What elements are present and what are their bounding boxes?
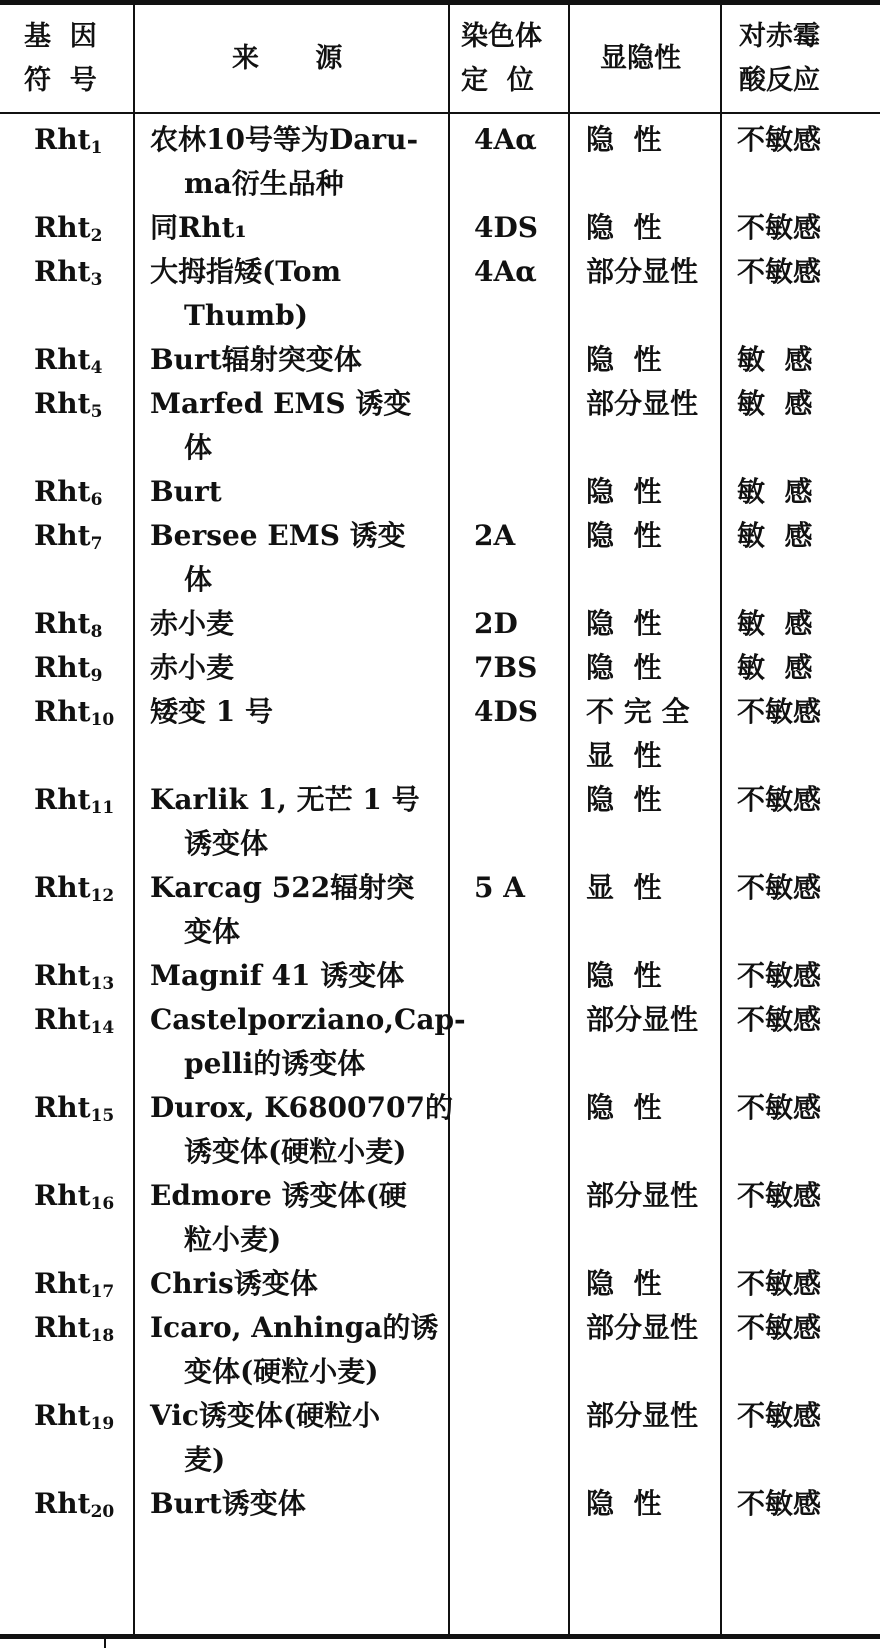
table-row: [0, 206, 880, 250]
source-line: Edmore 诱变体(硬: [150, 1179, 407, 1212]
dominance-line: 部分显性: [586, 1399, 699, 1432]
ga-response: 敏 感: [737, 607, 813, 640]
source-line: 矮变 1 号: [150, 695, 273, 728]
source-line: Magnif 41 诱变体: [150, 959, 405, 992]
gene-subscript: 7: [90, 534, 103, 554]
source-line: 粒小麦): [184, 1223, 282, 1256]
dominance-line: 不 完 全: [586, 695, 690, 728]
source-line: 大拇指矮(Tom: [150, 255, 342, 288]
source-cell: [150, 1306, 439, 1394]
gene-subscript: 16: [90, 1194, 115, 1214]
table-header-rule: [0, 112, 880, 114]
gene-base: Rht: [34, 519, 91, 552]
source-line: Burt辐射突变体: [150, 343, 362, 376]
header-gene-line: 符 号: [24, 64, 97, 96]
table-row: [0, 998, 880, 1086]
gene-subscript: 12: [90, 886, 115, 906]
ga-response: 不敏感: [737, 211, 822, 244]
source-line: 变体: [184, 915, 241, 948]
dominance-line: 隐 性: [586, 1487, 662, 1520]
gene-base: Rht: [34, 651, 91, 684]
header-dominance-line: 显隐性: [600, 42, 681, 74]
source-cell: [150, 778, 435, 866]
ga-response: 不敏感: [737, 1399, 822, 1432]
header-chrom-line: 染色体: [461, 20, 542, 52]
table-row: [0, 1086, 880, 1174]
dominance-line: 部分显性: [586, 255, 699, 288]
source-line: 同Rht₁: [150, 211, 247, 244]
gene-symbol: [34, 690, 114, 742]
source-line: Thumb): [184, 299, 309, 332]
header-dominance: [600, 5, 700, 112]
source-line: Karlik 1, 无芒 1 号: [150, 783, 420, 816]
dominance-line: 隐 性: [586, 123, 662, 156]
source-cell: [150, 118, 435, 206]
header-gene: [24, 5, 124, 112]
header-ga-line: 酸反应: [739, 64, 820, 96]
chromosome-location: 4DS: [474, 695, 538, 728]
table-row: [0, 338, 880, 382]
source-cell: [150, 514, 435, 602]
dominance-cell: [586, 250, 708, 294]
chromosome-location: 4Aα: [474, 255, 537, 288]
source-line: Durox, K6800707的: [150, 1091, 453, 1124]
dominance-cell: [586, 778, 708, 822]
gene-subscript: 9: [90, 666, 103, 686]
ga-response: 敏 感: [737, 651, 813, 684]
gene-base: Rht: [34, 387, 91, 420]
gene-base: Rht: [34, 475, 91, 508]
dominance-cell: [586, 954, 708, 998]
gene-base: Rht: [34, 1267, 91, 1300]
source-line: Karcag 522辐射突: [150, 871, 415, 904]
table-row: [0, 1306, 880, 1394]
gene-subscript: 14: [90, 1018, 115, 1038]
dominance-cell: [586, 514, 708, 558]
gene-symbol: [34, 998, 114, 1050]
table-body: [0, 118, 880, 1526]
gene-symbol: [34, 118, 102, 170]
dominance-line: 隐 性: [586, 1267, 662, 1300]
gene-subscript: 10: [90, 710, 115, 730]
source-cell: [150, 954, 435, 998]
dominance-cell: [586, 206, 708, 250]
source-line: 赤小麦: [150, 651, 235, 684]
gene-subscript: 8: [90, 622, 103, 642]
dominance-cell: [586, 118, 708, 162]
source-line: 诱变体(硬粒小麦): [184, 1135, 407, 1168]
table-row: [0, 382, 880, 470]
source-cell: [150, 338, 435, 382]
source-cell: [150, 1394, 435, 1482]
source-cell: [150, 1086, 453, 1174]
dominance-line: 隐 性: [586, 519, 662, 552]
header-chrom-line: 定 位: [461, 64, 534, 96]
gene-base: Rht: [34, 959, 91, 992]
header-ga: [739, 5, 839, 112]
gene-base: Rht: [34, 607, 91, 640]
header-ga-line: 对赤霉: [739, 20, 820, 52]
gene-base: Rht: [34, 1487, 91, 1520]
ga-response: 不敏感: [737, 695, 822, 728]
table-row: [0, 1262, 880, 1306]
dominance-line: 隐 性: [586, 1091, 662, 1124]
table-row: [0, 866, 880, 954]
gene-base: Rht: [34, 1091, 91, 1124]
ga-response: 不敏感: [737, 871, 822, 904]
gene-symbol: [34, 1394, 114, 1446]
source-cell: [150, 1174, 435, 1262]
gene-base: Rht: [34, 255, 91, 288]
table-row: [0, 1394, 880, 1482]
chromosome-location: 5 A: [474, 871, 525, 904]
table-row: [0, 602, 880, 646]
chromosome-location: 7BS: [474, 651, 538, 684]
table-row: [0, 514, 880, 602]
dominance-line: 部分显性: [586, 1311, 699, 1344]
gene-base: Rht: [34, 1311, 91, 1344]
gene-base: Rht: [34, 1399, 91, 1432]
gene-subscript: 2: [90, 226, 103, 246]
table-row: [0, 1174, 880, 1262]
source-cell: [150, 998, 466, 1086]
table-row: [0, 118, 880, 206]
header-gene-line: 基 因: [24, 20, 97, 52]
source-cell: [150, 690, 435, 734]
source-line: Burt: [150, 475, 222, 508]
dominance-cell: [586, 1306, 708, 1350]
dominance-cell: [586, 1174, 708, 1218]
gene-base: Rht: [34, 783, 91, 816]
gene-base: Rht: [34, 1179, 91, 1212]
gene-base: Rht: [34, 871, 91, 904]
gene-subscript: 19: [90, 1414, 115, 1434]
dominance-cell: [586, 602, 708, 646]
gene-symbol: [34, 250, 102, 302]
dominance-line: 隐 性: [586, 651, 662, 684]
source-cell: [150, 1482, 435, 1526]
gene-subscript: 5: [90, 402, 103, 422]
gene-symbol: [34, 866, 114, 918]
dominance-cell: [586, 998, 708, 1042]
dominance-line: 隐 性: [586, 211, 662, 244]
source-line: 体: [184, 431, 213, 464]
source-cell: [150, 1262, 435, 1306]
gene-subscript: 18: [90, 1326, 115, 1346]
ga-response: 不敏感: [737, 123, 822, 156]
source-line: 诱变体: [184, 827, 269, 860]
source-cell: [150, 382, 435, 470]
table-row: [0, 470, 880, 514]
ga-response: 不敏感: [737, 1267, 822, 1300]
dominance-line: 隐 性: [586, 607, 662, 640]
dominance-cell: [586, 1394, 708, 1438]
chromosome-location: 2D: [474, 607, 518, 640]
source-cell: [150, 646, 435, 690]
ga-response: 不敏感: [737, 1311, 822, 1344]
table-row: [0, 1482, 880, 1526]
gene-symbol: [34, 1306, 114, 1358]
dominance-line: 显 性: [586, 739, 662, 772]
table-bottom-rule: [0, 1634, 880, 1639]
gene-symbol: [34, 382, 102, 434]
source-cell: [150, 250, 435, 338]
ga-response: 敏 感: [737, 387, 813, 420]
header-source-line: 来 源: [232, 42, 343, 74]
dominance-line: 隐 性: [586, 959, 662, 992]
dominance-cell: [586, 470, 708, 514]
gene-subscript: 3: [90, 270, 103, 290]
ga-response: 不敏感: [737, 1091, 822, 1124]
chromosome-location: 4Aα: [474, 123, 537, 156]
source-cell: [150, 866, 435, 954]
dominance-line: 部分显性: [586, 387, 699, 420]
gene-subscript: 17: [90, 1282, 115, 1302]
source-line: 农林10号等为Daru-: [150, 123, 419, 156]
dominance-line: 隐 性: [586, 475, 662, 508]
dominance-cell: [586, 690, 708, 778]
chromosome-location: 4DS: [474, 211, 538, 244]
source-cell: [150, 470, 435, 514]
dominance-cell: [586, 338, 708, 382]
gene-subscript: 20: [90, 1502, 115, 1522]
gene-symbol: [34, 1086, 114, 1138]
table-row: [0, 778, 880, 866]
source-line: 体: [184, 563, 213, 596]
gene-symbol: [34, 514, 102, 566]
table-row: [0, 954, 880, 998]
ga-response: 不敏感: [737, 959, 822, 992]
header-source: [232, 5, 382, 112]
source-cell: [150, 602, 435, 646]
dominance-line: 隐 性: [586, 343, 662, 376]
ga-response: 敏 感: [737, 519, 813, 552]
gene-subscript: 6: [90, 490, 103, 510]
source-line: Marfed EMS 诱变: [150, 387, 412, 420]
dominance-cell: [586, 866, 708, 910]
ga-response: 不敏感: [737, 1003, 822, 1036]
source-line: 麦): [184, 1443, 226, 1476]
gene-base: Rht: [34, 1003, 91, 1036]
ga-response: 不敏感: [737, 783, 822, 816]
gene-subscript: 11: [90, 798, 115, 818]
source-line: 变体(硬粒小麦): [184, 1355, 379, 1388]
dominance-line: 部分显性: [586, 1179, 699, 1212]
gene-symbol: [34, 1174, 114, 1226]
gene-subscript: 1: [90, 138, 103, 158]
header-chrom: [461, 5, 561, 112]
gene-base: Rht: [34, 695, 91, 728]
ga-response: 不敏感: [737, 1179, 822, 1212]
source-line: Burt诱变体: [150, 1487, 306, 1520]
gene-symbol: [34, 778, 114, 830]
dominance-line: 隐 性: [586, 783, 662, 816]
gene-subscript: 4: [90, 358, 103, 378]
table-row: [0, 250, 880, 338]
table-row: [0, 646, 880, 690]
gene-subscript: 15: [90, 1106, 115, 1126]
dominance-line: 显 性: [586, 871, 662, 904]
gene-base: Rht: [34, 343, 91, 376]
ga-response: 敏 感: [737, 475, 813, 508]
dominance-cell: [586, 646, 708, 690]
dominance-cell: [586, 1482, 708, 1526]
ga-response: 不敏感: [737, 1487, 822, 1520]
source-line: Icaro, Anhinga的诱: [150, 1311, 439, 1344]
source-line: Vic诱变体(硬粒小: [150, 1399, 381, 1432]
source-line: Chris诱变体: [150, 1267, 318, 1300]
table-row: [0, 690, 880, 778]
dominance-line: 部分显性: [586, 1003, 699, 1036]
source-line: ma衍生品种: [184, 167, 344, 200]
ga-response: 敏 感: [737, 343, 813, 376]
source-cell: [150, 206, 435, 250]
source-line: Bersee EMS 诱变: [150, 519, 406, 552]
dominance-cell: [586, 1086, 708, 1130]
chromosome-location: 2A: [474, 519, 516, 552]
gene-subscript: 13: [90, 974, 115, 994]
source-line: Castelporziano,Cap-: [150, 1003, 466, 1036]
ga-response: 不敏感: [737, 255, 822, 288]
gene-base: Rht: [34, 123, 91, 156]
gene-base: Rht: [34, 211, 91, 244]
page-tick-mark: [104, 1639, 106, 1648]
source-line: pelli的诱变体: [184, 1047, 366, 1080]
source-line: 赤小麦: [150, 607, 235, 640]
dominance-cell: [586, 382, 708, 426]
dominance-cell: [586, 1262, 708, 1306]
gene-symbol: [34, 1482, 114, 1534]
